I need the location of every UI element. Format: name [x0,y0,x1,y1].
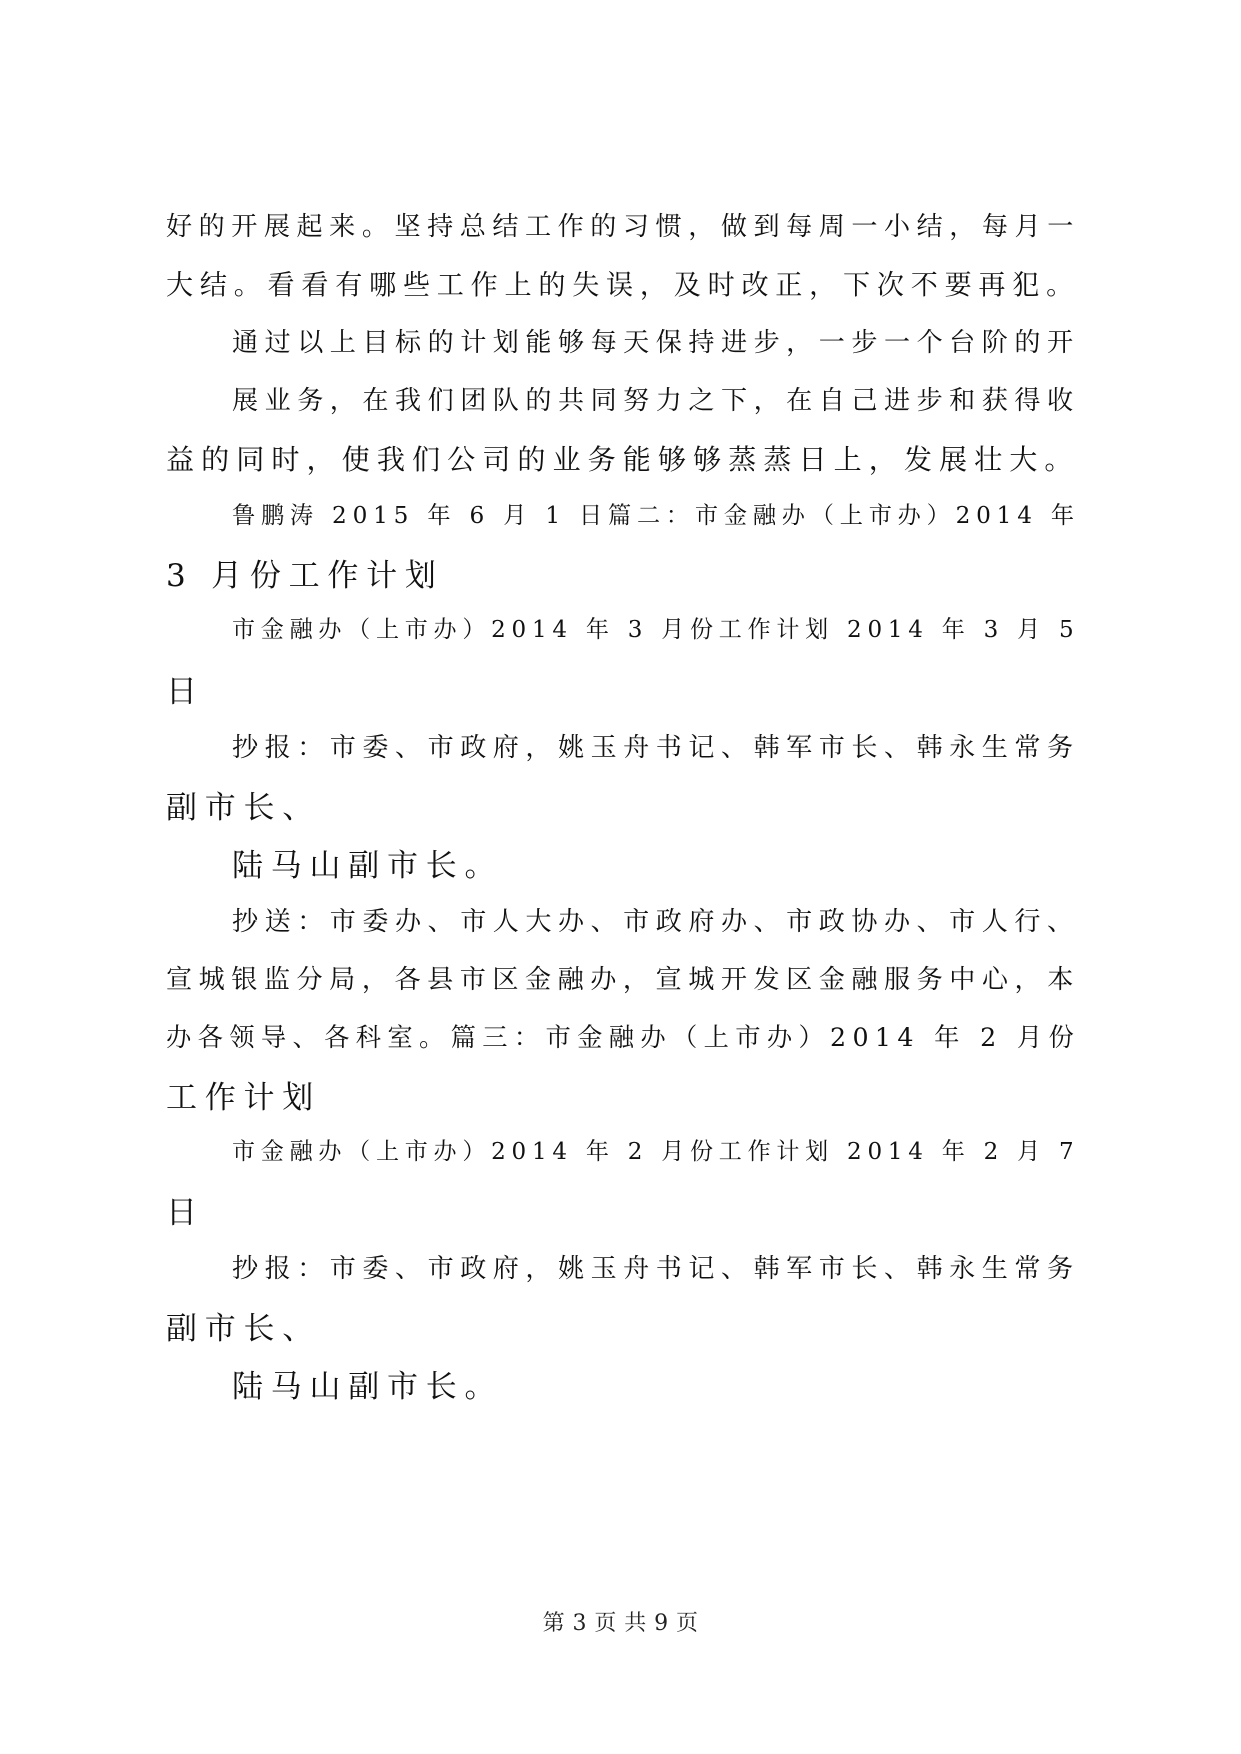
text-line: 鲁鹏涛 2015 年 6 月 1 日篇二：市金融办（上市办）2014 年 [232,502,1080,529]
text-line: 办各领导、各科室。篇三：市金融办（上市办）2014 年 2 月份 [166,1023,1081,1052]
text-line: 抄报：市委、市政府，姚玉舟书记、韩军市长、韩永生常务 [232,733,1080,763]
text-line: 副市长、 [166,790,321,826]
text-line: 3 月份工作计划 [166,558,444,594]
page-number-footer: 第 3 页 共 9 页 [542,1611,699,1636]
text-line: 日 [166,1195,205,1231]
text-line: 好的开展起来。坚持总结工作的习惯，做到每周一小结，每月一 [166,212,1080,242]
text-line: 抄送：市委办、市人大办、市政府办、市政协办、市人行、 [232,907,1080,937]
text-line: 日 [166,674,205,710]
text-line: 展业务，在我们团队的共同努力之下，在自己进步和获得收 [232,386,1080,416]
text-line: 市金融办（上市办）2014 年 2 月份工作计划 2014 年 2 月 7 [232,1139,1080,1165]
text-line: 工作计划 [166,1080,321,1116]
text-line: 抄报：市委、市政府，姚玉舟书记、韩军市长、韩永生常务 [232,1254,1080,1284]
text-line: 宣城银监分局，各县市区金融办，宣城开发区金融服务中心，本 [166,965,1080,995]
text-line: 大结。看看有哪些工作上的失误，及时改正，下次不要再犯。 [166,270,1080,301]
text-line: 市金融办（上市办）2014 年 3 月份工作计划 2014 年 3 月 5 [232,617,1080,643]
text-line: 陆马山副市长。 [232,1369,504,1405]
text-line: 陆马山副市长。 [232,848,504,884]
text-line: 通过以上目标的计划能够每天保持进步，一步一个台阶的开 [232,328,1080,358]
text-line: 益的同时，使我们公司的业务能够够蒸蒸日上，发展壮大。 [166,443,1080,476]
text-line: 副市长、 [166,1311,321,1347]
